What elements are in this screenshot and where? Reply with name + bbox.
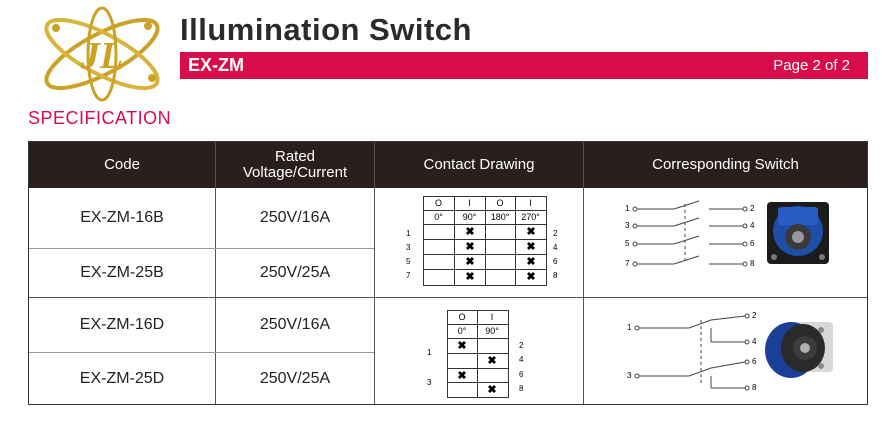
pin-label: 8 — [519, 384, 524, 393]
terminal-label: 4 — [750, 221, 755, 230]
position-symbol: O — [496, 198, 504, 208]
terminal-label: 5 — [625, 239, 630, 248]
terminal-label: 4 — [752, 337, 757, 346]
switch-photo-d — [759, 312, 839, 384]
atom-logo-icon — [22, 6, 182, 106]
terminal-label: 1 — [625, 204, 630, 213]
model-bar — [180, 52, 868, 79]
contact-mark: ✖ — [465, 226, 475, 238]
logo-lettering: JL — [80, 35, 124, 77]
pin-label: 7 — [406, 271, 411, 280]
pin-label: 2 — [519, 341, 524, 350]
terminal-label: 3 — [625, 221, 630, 230]
header-code: Code — [104, 156, 140, 173]
position-symbol: I — [468, 198, 471, 208]
row-code: EX-ZM-16B — [80, 209, 164, 226]
contact-mark: ✖ — [526, 226, 536, 238]
terminal-label: 6 — [752, 357, 757, 366]
angle-label: 0° — [457, 326, 467, 336]
header-switch: Corresponding Switch — [652, 156, 799, 173]
angle-label: 270° — [521, 212, 540, 222]
pin-label: 4 — [553, 243, 558, 252]
row-code: EX-ZM-25D — [79, 369, 165, 387]
row-rating: 250V/25A — [259, 264, 331, 281]
terminal-label: 6 — [750, 239, 755, 248]
row-code: EX-ZM-25B — [80, 264, 164, 281]
pin-label: 8 — [553, 271, 558, 280]
contact-mark: ✖ — [526, 271, 536, 283]
pin-label: 1 — [406, 229, 411, 238]
angle-label: 90° — [462, 212, 477, 222]
col-divider — [583, 142, 584, 404]
terminal-label: 1 — [627, 323, 632, 332]
spec-table — [28, 141, 868, 405]
contact-mark: ✖ — [487, 355, 497, 367]
contact-mark: ✖ — [526, 241, 536, 253]
pin-label: 1 — [427, 348, 432, 357]
angle-label: 180° — [490, 212, 510, 222]
row-rating: 250V/16A — [259, 209, 331, 226]
terminal-label: 7 — [625, 259, 630, 268]
position-symbol: O — [458, 312, 466, 322]
contact-mark: ✖ — [457, 340, 467, 352]
contact-mark: ✖ — [526, 256, 536, 268]
row-rating: 250V/25A — [259, 369, 331, 387]
position-symbol: I — [490, 312, 494, 322]
pin-label: 6 — [519, 370, 524, 379]
header-rated — [216, 142, 374, 188]
position-symbol: O — [434, 198, 442, 208]
terminal-label: 2 — [750, 204, 755, 213]
header-rated-line1: Rated — [274, 148, 316, 165]
pin-label: 2 — [553, 229, 558, 238]
header-rated-line2: Voltage/Current — [242, 164, 348, 181]
row-rating: 250V/16A — [259, 316, 331, 333]
contact-mark: ✖ — [465, 271, 475, 283]
angle-label: 90° — [485, 326, 499, 336]
switch-schematic-b — [619, 196, 759, 276]
switch-photo-b — [764, 197, 834, 267]
company-logo — [22, 6, 182, 106]
contact-mark: ✖ — [457, 370, 467, 382]
terminal-label: 3 — [627, 371, 632, 380]
model-name: EX-ZM — [188, 55, 244, 75]
pin-label: 3 — [427, 378, 432, 387]
angle-label: 0° — [434, 212, 443, 222]
terminal-label: 8 — [750, 259, 755, 268]
page-title: Illumination Switch — [180, 12, 472, 47]
pin-label: 5 — [406, 257, 411, 266]
header-contact: Contact Drawing — [423, 156, 535, 173]
col-divider — [374, 142, 375, 404]
page-number: Page 2 of 2 — [773, 57, 850, 74]
contact-mark: ✖ — [465, 241, 475, 253]
contact-mark: ✖ — [487, 384, 497, 396]
pin-label: 3 — [406, 243, 411, 252]
terminal-label: 8 — [752, 383, 757, 392]
contact-drawing-d — [419, 310, 539, 400]
position-symbol: I — [529, 198, 532, 208]
pin-label: 6 — [553, 257, 558, 266]
contact-mark: ✖ — [465, 256, 475, 268]
terminal-label: 2 — [752, 311, 757, 320]
switch-schematic-d — [619, 306, 759, 396]
section-heading: SPECIFICATION — [28, 108, 172, 128]
pin-label: 4 — [519, 355, 524, 364]
contact-drawing-b — [401, 196, 561, 288]
row-code: EX-ZM-16D — [79, 316, 165, 333]
